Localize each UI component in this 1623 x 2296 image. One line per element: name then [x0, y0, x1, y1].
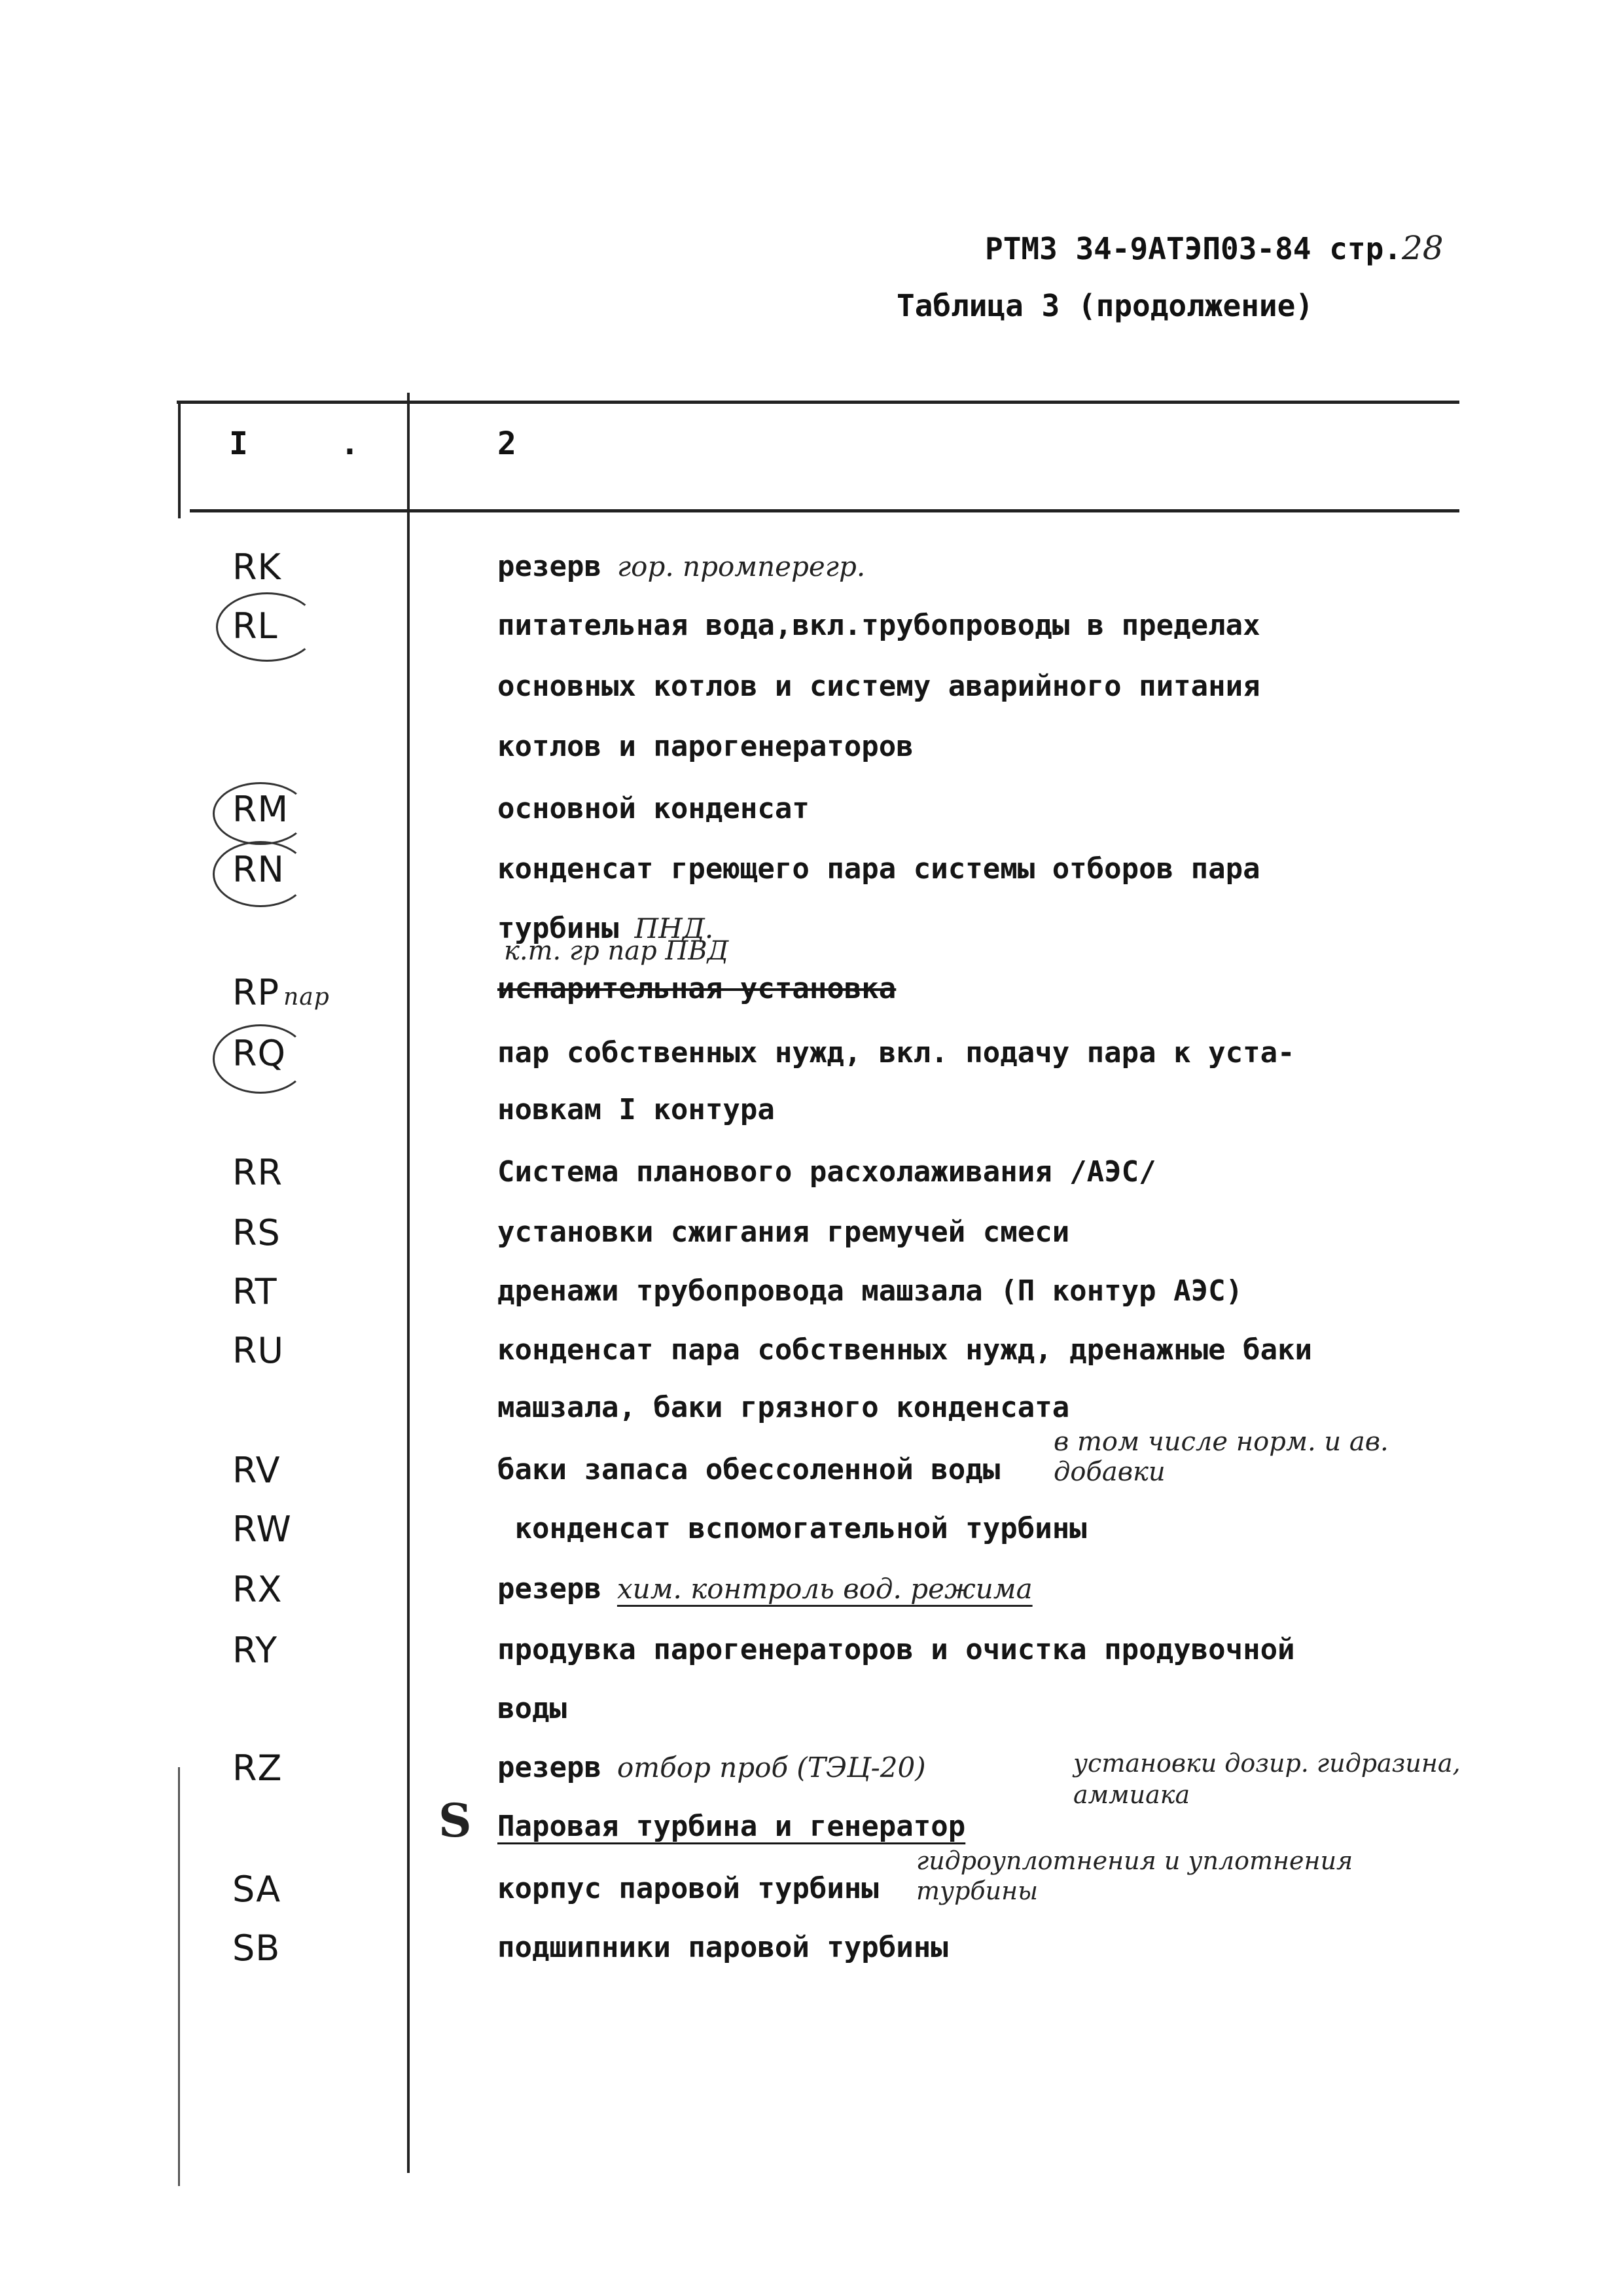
handwritten-note: в том числе норм. и ав. добавки	[1054, 1427, 1389, 1487]
row-text: машзала, баки грязного конденсата	[497, 1391, 1070, 1424]
row-text	[497, 1453, 1000, 1486]
row-text-value: резерв	[497, 1751, 601, 1784]
row-code-rw: RW	[232, 1509, 292, 1550]
row-text: конденсат пара собственных нужд, дренажные баки	[497, 1333, 1313, 1367]
row-code-sb: SB	[232, 1928, 281, 1969]
document-code: РТМЗ 34-9АТЭП03-84 стр.	[985, 231, 1402, 266]
handwritten-note: установки дозир. гидразина, аммиака	[1073, 1749, 1461, 1809]
handwritten-note: гидроуплотнения и уплотнения турбины	[916, 1846, 1353, 1905]
left-margin-line	[178, 1767, 180, 2186]
row-code-rq: RQ	[232, 1033, 287, 1074]
row-code-rm: RM	[232, 789, 289, 830]
row-text: пар собственных нужд, вкл. подачу пара к уста-	[497, 1036, 1295, 1069]
row-code-rn: RN	[232, 849, 285, 890]
row-text-value: корпус паровой турбины	[497, 1872, 879, 1905]
row-text: подшипники паровой турбины	[497, 1931, 948, 1964]
row-text: Система планового расхолаживания /АЭС/	[497, 1155, 1156, 1189]
row-code-s: S	[438, 1793, 472, 1848]
row-code-ry: RY	[232, 1630, 278, 1671]
row-text: питательная вода,вкл.трубопроводы в пределах	[497, 609, 1260, 642]
row-code-rx: RX	[232, 1569, 283, 1610]
row-code-rt: RT	[232, 1271, 277, 1312]
column-1-header: I	[229, 425, 248, 462]
handwritten-note: хим. контроль вод. режима	[616, 1573, 1033, 1605]
handwritten-note: ПНД.	[634, 912, 714, 944]
row-code-rr: RR	[232, 1152, 283, 1193]
row-text	[497, 1810, 965, 1843]
row-code-rk: RK	[232, 547, 281, 588]
row-text	[497, 1572, 1033, 1605]
row-code-rs: RS	[232, 1212, 281, 1253]
row-text-value: баки запаса обессоленной воды	[497, 1453, 1001, 1486]
row-text	[497, 1751, 926, 1784]
handwritten-note-above: к.т. гр пар ПВД	[504, 936, 729, 966]
table-title: Таблица 3 (продолжение)	[897, 288, 1313, 323]
row-code-rz: RZ	[232, 1748, 283, 1789]
row-text: конденсат греющего пара системы отборов пара	[497, 852, 1260, 886]
row-code-rp	[232, 972, 330, 1013]
row-text-value: резерв	[497, 1572, 601, 1605]
row-text: основных котлов и систему аварийного питания	[497, 670, 1260, 703]
handwritten-note: отбор проб (ТЭЦ-20)	[616, 1751, 926, 1784]
row-text-value: турбины	[497, 912, 619, 945]
row-code-rv: RV	[232, 1450, 281, 1491]
column-divider	[407, 393, 410, 2173]
row-code-sa: SA	[232, 1869, 281, 1910]
row-text: дренажи трубопровода машзала (П контур АЭС)	[497, 1274, 1243, 1308]
row-code-rl: RL	[232, 605, 278, 647]
row-text: продувка парогенераторов и очистка продувочной	[497, 1633, 1295, 1666]
row-text: конденсат вспомогательной турбины	[497, 1512, 1087, 1545]
handwritten-note: гор. промперегр.	[616, 550, 866, 583]
section-title: Паровая турбина и генератор	[497, 1810, 966, 1843]
column-2-header: 2	[497, 425, 516, 462]
row-text: установки сжигания гремучей смеси	[497, 1215, 1070, 1249]
table-left-border	[178, 401, 181, 518]
row-text-struck: испарительная установка	[497, 972, 897, 1005]
document-id	[985, 229, 1444, 267]
row-code-value: RP	[232, 972, 280, 1013]
row-text	[497, 550, 865, 583]
row-text: котлов и парогенераторов	[497, 730, 914, 763]
handwritten-note: пар	[283, 984, 330, 1011]
row-text-value: резерв	[497, 550, 601, 583]
header-separator	[190, 509, 1459, 512]
row-text: основной конденсат	[497, 792, 810, 825]
table-top-border	[177, 401, 1459, 404]
row-code-ru: RU	[232, 1330, 285, 1371]
row-text	[497, 1872, 879, 1905]
row-text: новкам I контура	[497, 1093, 775, 1126]
row-text: воды	[497, 1692, 567, 1725]
header-dot: .	[340, 425, 359, 462]
page-number: 28	[1401, 229, 1444, 267]
